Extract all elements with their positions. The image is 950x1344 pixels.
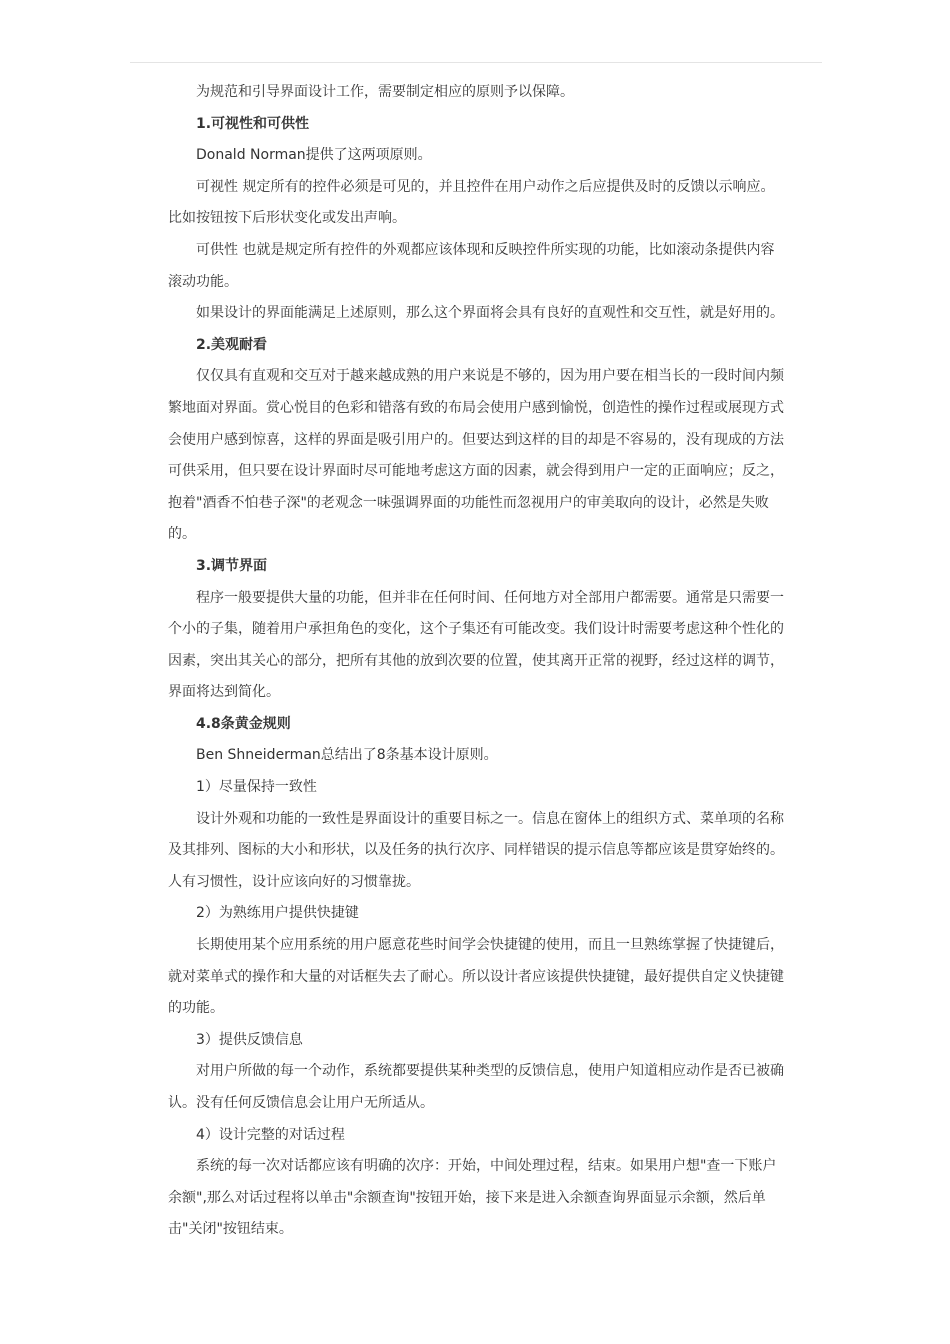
paragraph: 系统的每一次对话都应该有明确的次序：开始，中间处理过程，结束。如果用户想"查一下账户余额",那么对话过程将以单击"余额查询"按钮开始，接下来是进入余额查询界面显示余额，然后单击"关闭"按钮结束。 [168, 1158, 777, 1238]
rule-heading: 3）提供反馈信息 [196, 1031, 303, 1048]
rule-heading: 4）设计完整的对话过程 [196, 1126, 345, 1143]
section-heading: 3.调节界面 [196, 557, 268, 574]
paragraph: 设计外观和功能的一致性是界面设计的重要目标之一。信息在窗体上的组织方式、菜单项的名称及其排列、图标的大小和形状，以及任务的执行次序、同样错误的提示信息等都应该是贯穿始终的。人有习惯性，设计应该向好的习惯靠拢。 [168, 810, 784, 890]
paragraph: Donald Norman提供了这两项原则。 [196, 147, 432, 164]
section-heading: 1.可视性和可供性 [196, 115, 310, 132]
paragraph: 程序一般要提供大量的功能，但并非在任何时间、任何地方对全部用户都需要。通常是只需要一个小的子集，随着用户承担角色的变化，这个子集还有可能改变。我们设计时需要考虑这种个性化的因素，突出其关心的部分，把所有其他的放到次要的位置，使其离开正常的视野，经过这样的调节，界面将达到简化。 [168, 589, 784, 701]
header-divider [130, 62, 822, 63]
intro-paragraph: 为规范和引导界面设计工作，需要制定相应的原则予以保障。 [196, 84, 574, 100]
document-body [168, 77, 788, 1246]
paragraph: 如果设计的界面能满足上述原则，那么这个界面将会具有良好的直观性和交互性，就是好用的。 [196, 305, 784, 322]
paragraph: 长期使用某个应用系统的用户愿意花些时间学会快捷键的使用，而且一旦熟练掌握了快捷键后，就对菜单式的操作和大量的对话框失去了耐心。所以设计者应该提供快捷键，最好提供自定义快捷键的功能。 [168, 937, 784, 1017]
section-heading: 4.8条黄金规则 [196, 715, 291, 732]
rule-heading: 2）为熟练用户提供快捷键 [196, 905, 359, 922]
paragraph: Ben Shneiderman总结出了8条基本设计原则。 [196, 747, 498, 764]
paragraph: 对用户所做的每一个动作，系统都要提供某种类型的反馈信息，使用户知道相应动作是否已被确认。没有任何反馈信息会让用户无所适从。 [168, 1063, 784, 1111]
paragraph: 可供性 也就是规定所有控件的外观都应该体现和反映控件所实现的功能，比如滚动条提供内容滚动功能。 [168, 241, 775, 290]
section-heading: 2.美观耐看 [196, 336, 268, 353]
paragraph: 仅仅具有直观和交互对于越来越成熟的用户来说是不够的，因为用户要在相当长的一段时间内频繁地面对界面。赏心悦目的色彩和错落有致的布局会使用户感到愉悦，创造性的操作过程或展现方式会使用户感到惊喜，这样的界面是吸引用户的。但要达到这样的目的却是不容易的，没有现成的方法可供采用，但只要在设计界面时尽可能地考虑这方面的因素，就会得到用户一定的正面响应；反之，抱着"酒香不怕巷子深"的老观念一味强调界面的功能性而忽视用户的审美取向的设计，必然是失败的。 [168, 368, 784, 543]
rule-heading: 1）尽量保持一致性 [196, 779, 317, 796]
paragraph: 可视性 规定所有的控件必须是可见的，并且控件在用户动作之后应提供及时的反馈以示响应。比如按钮按下后形状变化或发出声响。 [168, 178, 775, 227]
